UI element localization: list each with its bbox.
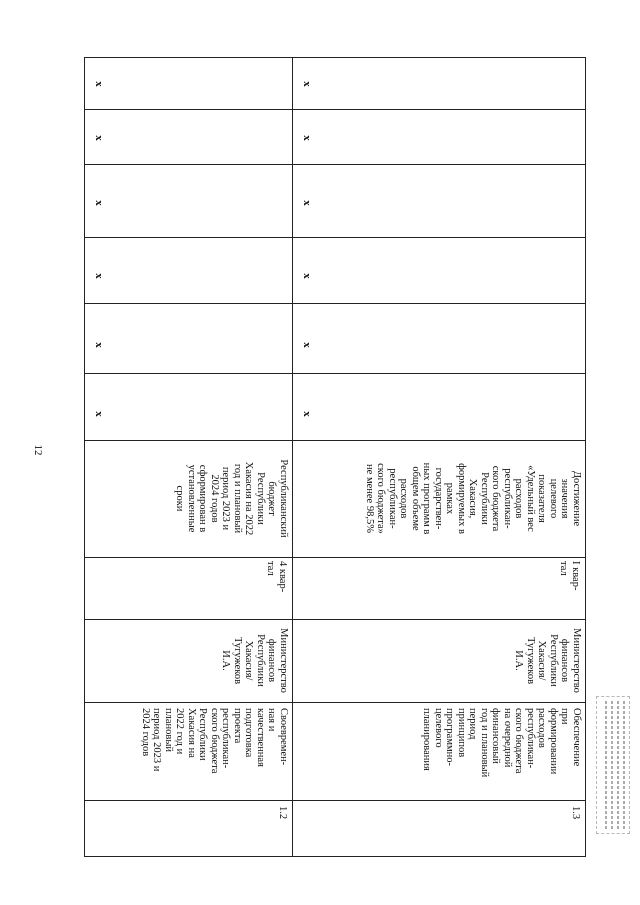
row-1-2-responsible-cell	[84, 619, 292, 702]
row-1-3-mark-5: x	[300, 135, 313, 141]
row-1-3-responsible-cell	[292, 619, 585, 702]
row-1-3-name: Обеспечение при формировании расходов республикан- ского бюджета на очередной финансовый год и плановый период принципов программно- целевого планирования	[421, 708, 582, 778]
row-1-2-responsible: Министерство финансов Республики Хакасия/ Тугужеков И.А.	[220, 628, 289, 693]
row-1-2-mark-5: x	[92, 135, 105, 141]
row-1-2-mark-3: x	[92, 273, 105, 279]
row-1-2-period-cell	[84, 557, 292, 619]
row-1-2-mark-2: x	[92, 342, 105, 348]
row-1-3-mark-6: x	[300, 81, 313, 87]
row-1-2-number: 1.2	[277, 806, 288, 820]
row-1-3-result: Достижение значения целевого показателя «Удельный вес расходов республикан- ского бюджета Республики Хакасия, формируемых в рамках государствен- ных программ в общем объеме расходов республикан- ского бюджета» не менее 98,5%	[364, 462, 582, 535]
electronic-signature-stamp	[596, 696, 630, 834]
row-1-3-responsible: Министерство финансов Республики Хакасия/ Тугужеков И.А.	[513, 628, 582, 693]
budget-measures-table	[84, 57, 586, 857]
row-1-3-number: 1.3	[570, 806, 581, 820]
row-1-2-period: 4 квар- тал	[265, 561, 288, 593]
row-1-2-number-cell	[84, 800, 292, 856]
row-1-3-mark-3: x	[300, 273, 313, 279]
row-1-2-mark-4: x	[92, 200, 105, 206]
row-1-2-mark-1: x	[92, 411, 105, 417]
row-1-3-period-cell	[292, 557, 585, 619]
row-1-2-mark-6: x	[92, 81, 105, 87]
row-1-2-name: Своевремен- ная и качественная подготовка проекта республикан- ского бюджета Республики Хакасия на 2022 год и плановый период 2023 и 2024 годов	[140, 708, 289, 774]
row-1-3-period: I квар- тал	[558, 561, 581, 591]
row-1-2-result: Республиканский бюджет Республики Хакасия на 2022 год и плановый период 2023 и 2024 годов сформирован в установленные сроки	[174, 459, 289, 538]
row-1-3-number-cell	[292, 800, 585, 856]
row-1-3-mark-1: x	[300, 411, 313, 417]
row-1-2-result-cell	[84, 440, 292, 557]
row-1-3-mark-2: x	[300, 342, 313, 348]
row-1-3-mark-4: x	[300, 200, 313, 206]
row-1-3-result-cell	[292, 440, 585, 557]
row-1-2-name-cell	[84, 702, 292, 800]
row-1-3-name-cell	[292, 702, 585, 800]
page-number-text: 12	[32, 444, 44, 456]
